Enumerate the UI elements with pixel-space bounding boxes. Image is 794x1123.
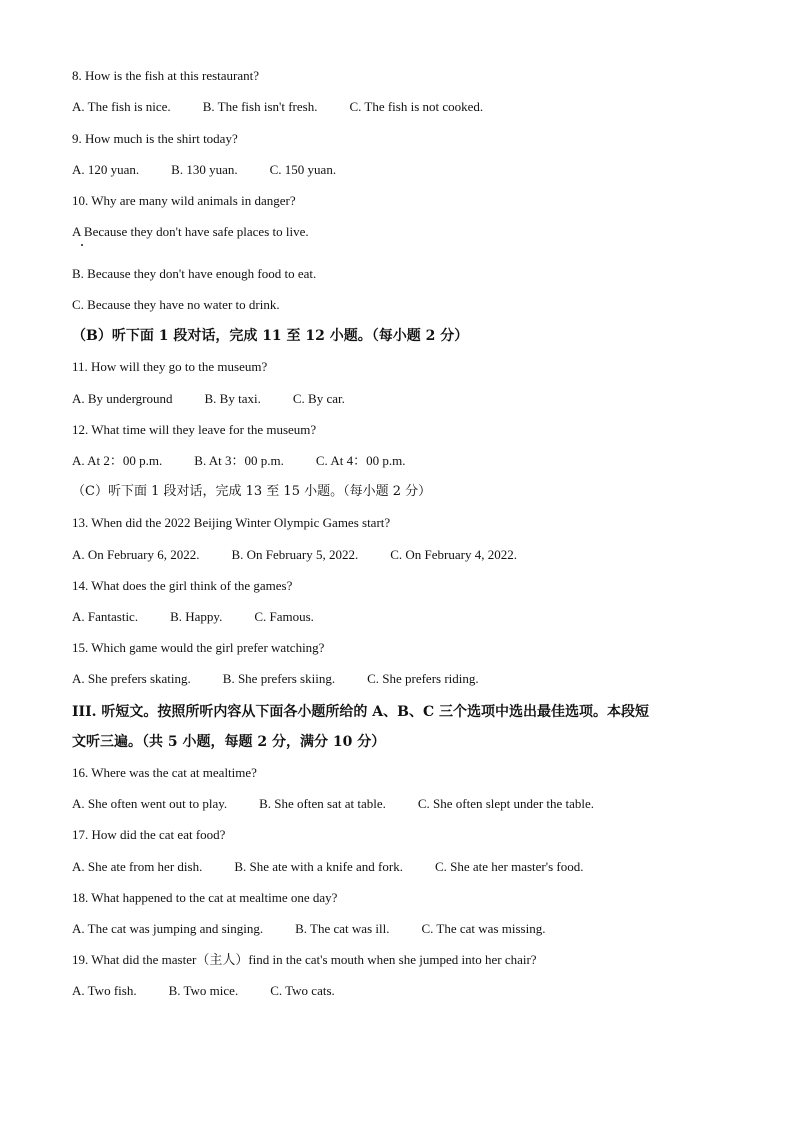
option-11c: C. By car.: [292, 391, 345, 406]
option-16a: A. She often went out to play.: [72, 796, 228, 811]
option-13a: A. On February 6, 2022.: [72, 547, 200, 562]
option-15b: B. She prefers skiing.: [222, 671, 336, 686]
section-iii-heading-line1: III. 听短文。按照所听内容从下面各小题所给的 A、B、C 三个选项中选出最佳选项。本段短: [72, 704, 649, 720]
options-17: [72, 859, 584, 875]
option-11b: B. By taxi.: [204, 391, 261, 406]
options-11: [72, 391, 345, 407]
option-19a: A. Two fish.: [72, 983, 137, 998]
question-17: 17. How did the cat eat food?: [72, 827, 226, 842]
option-12a: A. At 2：00 p.m.: [72, 453, 163, 468]
option-8a: A. The fish is nice.: [72, 99, 171, 114]
option-9c: C. 150 yuan.: [269, 162, 337, 177]
question-19: 19. What did the master（主人）find in the cat's mouth when she jumped into her chair?: [72, 952, 537, 967]
option-12b: B. At 3：00 p.m.: [194, 453, 284, 468]
option-19c: C. Two cats.: [270, 983, 335, 998]
option-18b: B. The cat was ill.: [295, 921, 390, 936]
option-10c: C. Because they have no water to drink.: [72, 297, 280, 312]
options-16: [72, 796, 594, 812]
option-16c: C. She often slept under the table.: [417, 796, 595, 811]
option-15a: A. She prefers skating.: [72, 671, 191, 686]
options-14: [72, 609, 314, 625]
option-9b: B. 130 yuan.: [171, 162, 238, 177]
options-19: [72, 983, 335, 999]
question-8: 8. How is the fish at this restaurant?: [72, 68, 260, 83]
option-14a: A. Fantastic.: [72, 609, 139, 624]
option-10b: B. Because they don't have enough food to eat.: [72, 266, 317, 281]
option-17b: B. She ate with a knife and fork.: [234, 859, 403, 874]
option-14c: C. Famous.: [254, 609, 314, 624]
option-10a: A Because they don't have safe places to live.: [72, 224, 309, 239]
option-13b: B. On February 5, 2022.: [231, 547, 359, 562]
options-18: [72, 921, 545, 937]
option-13c: C. On February 4, 2022.: [390, 547, 517, 562]
option-18a: A. The cat was jumping and singing.: [72, 921, 264, 936]
options-8: [72, 99, 483, 115]
question-10: 10. Why are many wild animals in danger?: [72, 193, 296, 208]
stray-dot: [81, 244, 83, 246]
option-14b: B. Happy.: [170, 609, 223, 624]
question-11: 11. How will they go to the museum?: [72, 359, 268, 374]
question-15: 15. Which game would the girl prefer watching?: [72, 640, 325, 655]
question-9: 9. How much is the shirt today?: [72, 131, 238, 146]
option-16b: B. She often sat at table.: [259, 796, 386, 811]
option-8b: B. The fish isn't fresh.: [202, 99, 318, 114]
options-9: [72, 162, 336, 178]
option-11a: A. By underground: [72, 391, 173, 406]
section-iii-heading-line2: 文听三遍。（共 5 小题，每题 2 分，满分 10 分）: [72, 734, 386, 750]
question-13: 13. When did the 2022 Beijing Winter Olympic Games start?: [72, 515, 391, 530]
option-17a: A. She ate from her dish.: [72, 859, 203, 874]
options-15: [72, 671, 479, 687]
option-9a: A. 120 yuan.: [72, 162, 140, 177]
section-c-heading: （C）听下面 1 段对话，完成 13 至 15 小题。（每小题 2 分）: [72, 484, 432, 499]
question-18: 18. What happened to the cat at mealtime one day?: [72, 890, 338, 905]
section-b-heading: （B）听下面 1 段对话，完成 11 至 12 小题。（每小题 2 分）: [72, 328, 469, 344]
option-12c: C. At 4：00 p.m.: [315, 453, 406, 468]
option-15c: C. She prefers riding.: [367, 671, 479, 686]
option-19b: B. Two mice.: [168, 983, 239, 998]
option-8c: C. The fish is not cooked.: [349, 99, 484, 114]
options-13: [72, 547, 517, 563]
option-18c: C. The cat was missing.: [421, 921, 546, 936]
question-16: 16. Where was the cat at mealtime?: [72, 765, 257, 780]
question-14: 14. What does the girl think of the games?: [72, 578, 293, 593]
options-12: [72, 453, 405, 469]
question-12: 12. What time will they leave for the museum?: [72, 422, 317, 437]
option-17c: C. She ate her master's food.: [434, 859, 584, 874]
